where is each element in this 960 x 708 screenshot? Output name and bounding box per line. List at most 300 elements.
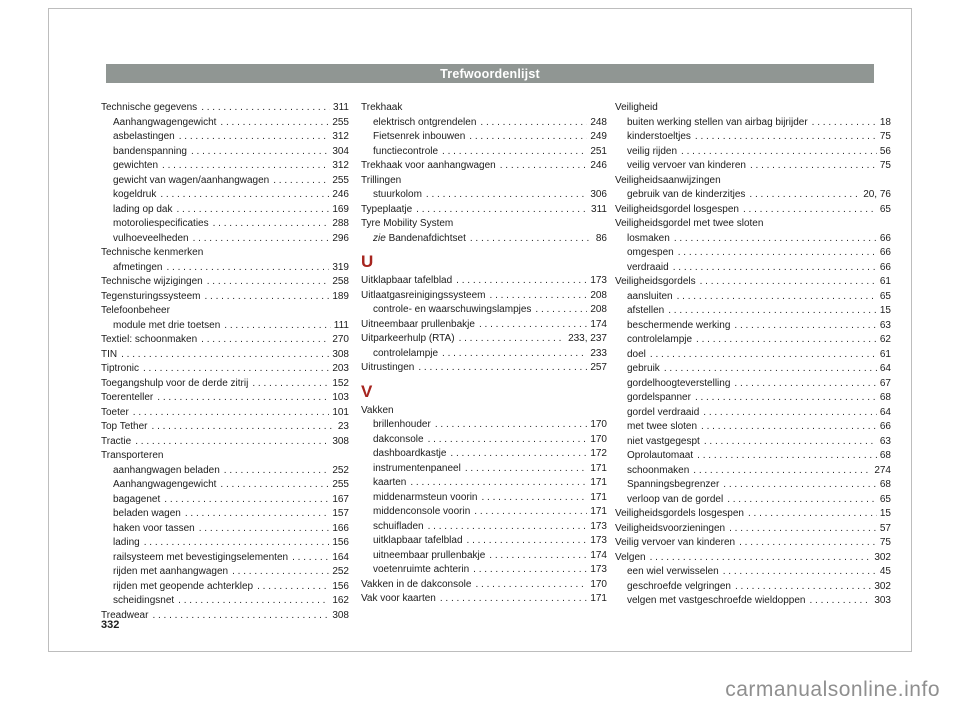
index-entry <box>361 145 607 160</box>
dot-leader <box>693 464 871 479</box>
index-column-1 <box>101 101 349 623</box>
index-entry-page: 173 <box>590 535 607 546</box>
dot-leader <box>201 101 330 116</box>
index-entry-label: vulhoeveelheden <box>113 232 189 244</box>
dot-leader <box>677 290 877 305</box>
index-entry-page: 303 <box>874 595 891 606</box>
dot-leader <box>440 592 587 607</box>
index-entry-label: dakconsole <box>373 433 424 445</box>
dot-leader <box>220 478 329 493</box>
index-entry-page: 233 <box>590 347 607 359</box>
index-entry <box>361 520 607 535</box>
index-entry-page: 173 <box>590 275 607 286</box>
index-entry-page: 251 <box>590 145 607 157</box>
index-entry-label: gordelhoogteverstelling <box>627 377 731 389</box>
index-entry-label: controlelampje <box>627 334 693 345</box>
index-entry <box>615 246 891 261</box>
index-entry-page: 248 <box>590 116 607 128</box>
index-entry-label: kaarten <box>373 477 407 488</box>
index-entry-label: asbelastingen <box>113 131 175 142</box>
index-entry-label: motoroliespecificaties <box>113 218 209 229</box>
index-entry-page: 166 <box>332 522 349 534</box>
index-entry-page: 75 <box>879 160 891 171</box>
page-frame <box>48 8 912 652</box>
index-entry <box>101 420 349 435</box>
index-entry-label: Veilig vervoer van kinderen <box>615 537 736 548</box>
dot-leader <box>201 333 329 348</box>
index-entry <box>101 609 349 624</box>
index-entry <box>361 188 607 203</box>
index-entry-label: kogeldruk <box>113 189 157 200</box>
dot-leader <box>723 565 877 580</box>
index-entry-label: Trekhaak <box>361 102 403 113</box>
index-entry-label: gebruik van de kinderzitjes <box>627 189 746 200</box>
dot-leader <box>133 406 330 421</box>
index-entry-page: 246 <box>332 189 349 200</box>
index-entry-label: Tiptronic <box>101 363 139 374</box>
index-entry-page: 62 <box>879 334 891 345</box>
index-entry <box>101 203 349 218</box>
index-entry-page: 296 <box>332 232 349 244</box>
index-entry-page: 246 <box>590 160 607 171</box>
index-entry-page: 173 <box>590 520 607 532</box>
dot-leader <box>144 536 330 551</box>
dot-leader <box>207 275 330 290</box>
index-entry <box>361 232 607 247</box>
index-entry-page: 312 <box>332 160 349 171</box>
index-entry-label: Veiligheidsaanwijzingen <box>615 174 721 186</box>
index-section-letter: U <box>361 252 374 271</box>
dot-leader <box>475 578 587 593</box>
index-entry <box>615 565 891 580</box>
index-entry <box>101 145 349 160</box>
index-entry <box>101 565 349 580</box>
index-entry <box>615 174 891 189</box>
index-entry-label <box>373 232 466 247</box>
dot-leader <box>418 361 587 376</box>
index-entry-page: 68 <box>879 479 891 490</box>
dot-leader <box>696 333 877 348</box>
index-entry-page: 66 <box>879 247 891 258</box>
dot-leader <box>416 203 588 218</box>
index-entry <box>615 522 891 537</box>
dot-leader <box>743 203 877 218</box>
index-entry-label: Veiligheidsgordel met twee sloten <box>615 218 764 229</box>
index-entry-label: bagagenet <box>113 493 161 505</box>
index-entry-label: Toeter <box>101 406 129 418</box>
index-entry-label: scheidingsnet <box>113 595 175 606</box>
index-entry-page: 61 <box>879 276 891 287</box>
index-entry-label: dashboardkastje <box>373 448 447 459</box>
index-entry <box>615 275 891 290</box>
index-entry-page: 169 <box>332 203 349 215</box>
index-entry-label: Uitrustingen <box>361 362 415 373</box>
index-entry-page: 255 <box>332 174 349 186</box>
index-entry-label: Technische wijzigingen <box>101 276 203 287</box>
index-entry <box>101 304 349 319</box>
index-entry <box>101 319 349 334</box>
dot-leader <box>668 304 877 319</box>
index-entry <box>615 232 891 247</box>
index-entry-label: Top Tether <box>101 421 148 432</box>
index-entry-label: buiten werking stellen van airbag bijrijder <box>627 116 808 128</box>
index-entry-label: Spanningsbegrenzer <box>627 479 720 490</box>
dot-leader <box>232 565 329 580</box>
index-entry-page: 170 <box>590 419 607 430</box>
dot-leader <box>459 332 566 347</box>
index-entry <box>361 217 607 232</box>
dot-leader <box>673 261 877 276</box>
page-header <box>106 64 874 83</box>
index-column-3 <box>615 101 891 609</box>
index-entry-page: 64 <box>879 406 891 418</box>
index-entry-page: 189 <box>332 290 349 302</box>
index-entry-page: 86 <box>595 232 607 244</box>
dot-leader <box>474 505 587 520</box>
index-entry <box>361 174 607 189</box>
dot-leader <box>152 420 335 435</box>
dot-leader <box>213 217 330 232</box>
dot-leader <box>191 145 329 160</box>
index-entry-page: 203 <box>332 363 349 374</box>
index-entry <box>361 159 607 174</box>
index-entry-label: TIN <box>101 348 118 360</box>
index-entry <box>361 592 607 607</box>
index-entry-page: 63 <box>879 435 891 447</box>
index-entry <box>615 362 891 377</box>
index-entry-label: Veiligheidsvoorzieningen <box>615 522 726 534</box>
index-entry-page: 302 <box>874 551 891 563</box>
index-entry-page: 252 <box>332 464 349 476</box>
index-entry <box>361 447 607 462</box>
index-entry <box>615 333 891 348</box>
index-entry-label: lading <box>113 537 140 548</box>
index-entry-label: gewichten <box>113 160 159 171</box>
index-entry <box>101 130 349 145</box>
index-entry-page: 170 <box>590 578 607 590</box>
dot-leader <box>729 522 877 537</box>
page-title: Trefwoordenlijst <box>440 66 540 81</box>
dot-leader <box>292 551 329 566</box>
index-entry <box>101 116 349 131</box>
index-entry-label: Toerenteller <box>101 392 154 403</box>
index-entry-label: aanhangwagen beladen <box>113 464 220 476</box>
index-entry-label: lading op dak <box>113 203 173 215</box>
index-entry-page: 75 <box>879 537 891 548</box>
index-entry <box>361 289 607 304</box>
dot-leader <box>697 449 877 464</box>
dot-leader <box>157 391 329 406</box>
index-entry <box>101 377 349 392</box>
index-entry <box>615 130 891 145</box>
index-entry <box>615 449 891 464</box>
dot-leader <box>179 130 330 145</box>
index-entry-page: 311 <box>333 102 349 113</box>
index-entry-page: 15 <box>879 508 891 519</box>
index-entry-page: 308 <box>332 435 349 447</box>
index-entry <box>101 217 349 232</box>
index-entry <box>615 594 891 609</box>
index-entry-label: uitklapbaar tafelblad <box>373 535 463 546</box>
index-entry <box>101 275 349 290</box>
index-entry <box>101 348 349 363</box>
index-entry <box>101 478 349 493</box>
index-entry-label: railsysteem met bevestigingselementen <box>113 551 289 563</box>
index-entry-label: Technische kenmerken <box>101 247 204 258</box>
index-entry-label: Trillingen <box>361 174 402 186</box>
index-entry-label: Velgen <box>615 551 646 563</box>
index-entry <box>361 491 607 506</box>
dot-leader <box>734 319 876 334</box>
index-entry <box>361 116 607 131</box>
dot-leader <box>435 418 587 433</box>
index-entry-label: instrumentenpaneel <box>373 462 461 474</box>
index-entry-page: 255 <box>332 116 349 128</box>
dot-leader <box>700 275 877 290</box>
index-entry-label: module met drie toetsen <box>113 319 221 331</box>
index-entry-label: Vak voor kaarten <box>361 593 436 604</box>
dot-leader <box>479 318 587 333</box>
dot-leader <box>482 491 588 506</box>
index-entry-label: Toegangshulp voor de derde zitrij <box>101 377 249 389</box>
index-entry <box>361 347 607 362</box>
index-entry-label: veilig rijden <box>627 145 678 157</box>
index-entry-label: Uitlaatgasreinigingssysteem <box>361 289 486 301</box>
index-entry-page: 156 <box>332 580 349 592</box>
index-entry <box>101 507 349 522</box>
index-entry <box>101 232 349 247</box>
index-entry <box>615 188 891 203</box>
dot-leader <box>164 493 329 508</box>
index-entry <box>101 362 349 377</box>
index-entry-label: gebruik <box>627 363 660 374</box>
index-entry-label: beschermende werking <box>627 319 731 331</box>
index-entry <box>101 188 349 203</box>
index-entry-label: Tegensturingssysteem <box>101 290 201 302</box>
index-entry-label: schuifladen <box>373 520 424 532</box>
index-entry <box>361 203 607 218</box>
index-entry-page: 15 <box>879 305 891 316</box>
index-entry-label: Fietsenrek inbouwen <box>373 131 466 142</box>
index-entry-page: 171 <box>590 506 607 517</box>
index-entry-page: 319 <box>332 261 349 273</box>
dot-leader <box>135 435 329 450</box>
index-entry-page: 308 <box>332 609 349 621</box>
index-entry-label: Tyre Mobility System <box>361 218 454 229</box>
index-entry-page: 208 <box>590 289 607 301</box>
index-entry <box>361 418 607 433</box>
index-entry <box>361 476 607 491</box>
index-entry <box>615 101 891 116</box>
index-entry <box>361 578 607 593</box>
dot-leader <box>664 362 877 377</box>
index-entry-label: afmetingen <box>113 261 163 273</box>
index-entry-label: rijden met aanhangwagen <box>113 566 229 577</box>
index-entry <box>101 391 349 406</box>
page-number: 332 <box>101 619 120 631</box>
index-entry-page: 66 <box>879 261 891 273</box>
index-entry-page: 174 <box>590 318 607 330</box>
index-entry <box>101 406 349 421</box>
index-entry-label: Vakken in de dakconsole <box>361 578 472 590</box>
index-entry-page: 68 <box>879 450 891 461</box>
index-entry <box>101 551 349 566</box>
index-entry-page: 288 <box>332 218 349 229</box>
dot-leader <box>734 377 876 392</box>
dot-leader <box>428 433 588 448</box>
index-entry-page: 101 <box>332 406 349 418</box>
index-entry-page: 306 <box>590 189 607 200</box>
dot-leader <box>704 435 877 450</box>
index-entry-page: 172 <box>590 448 607 459</box>
index-entry <box>361 361 607 376</box>
index-entry-page: 162 <box>332 595 349 606</box>
dot-leader <box>470 232 593 247</box>
dot-leader <box>695 130 877 145</box>
index-entry <box>101 435 349 450</box>
index-entry-page: 171 <box>590 462 607 474</box>
index-entry-label: middenconsole voorin <box>373 506 471 517</box>
index-entry <box>361 303 607 318</box>
index-entry <box>615 507 891 522</box>
index-entry-page: 64 <box>879 363 891 374</box>
dot-leader <box>739 536 877 551</box>
index-entry <box>361 318 607 333</box>
dot-leader <box>703 406 877 421</box>
index-entry <box>615 348 891 363</box>
dot-leader <box>650 551 872 566</box>
index-entry <box>101 493 349 508</box>
index-entry-page: 56 <box>879 145 891 157</box>
index-entry-page: 156 <box>332 537 349 548</box>
index-entry-page: 68 <box>879 392 891 403</box>
index-entry <box>361 332 607 347</box>
dot-leader <box>199 522 330 537</box>
dot-leader <box>121 348 329 363</box>
index-entry <box>615 420 891 435</box>
index-entry-page: 111 <box>333 319 349 331</box>
index-entry-label: gordel verdraaid <box>627 406 700 418</box>
index-entry <box>615 217 891 232</box>
dot-leader <box>160 188 329 203</box>
index-entry <box>361 549 607 564</box>
index-entry-label: met twee sloten <box>627 421 698 432</box>
index-entry-label: Vakken <box>361 404 394 416</box>
index-entry-label: bandenspanning <box>113 145 187 157</box>
index-entry-page: 45 <box>879 566 891 577</box>
index-entry-label: omgespen <box>627 247 674 258</box>
index-entry-page: 171 <box>590 593 607 604</box>
dot-leader <box>748 507 877 522</box>
index-entry-page: 255 <box>332 479 349 490</box>
index-entry-label: kinderstoeltjes <box>627 131 691 142</box>
index-entry-page: 66 <box>879 421 891 432</box>
dot-leader <box>480 116 587 131</box>
index-entry-page: 173 <box>590 564 607 575</box>
index-entry-label: beladen wagen <box>113 508 181 519</box>
index-entry-label: doel <box>627 348 646 360</box>
index-entry <box>101 159 349 174</box>
index-entry <box>615 536 891 551</box>
see-reference-prefix: zie <box>373 232 386 244</box>
dot-leader <box>469 130 587 145</box>
index-entry-page: 249 <box>590 131 607 142</box>
dot-leader <box>410 476 587 491</box>
index-entry <box>361 505 607 520</box>
index-entry <box>101 333 349 348</box>
index-entry <box>361 101 607 116</box>
dot-leader <box>450 447 587 462</box>
index-entry-label: schoonmaken <box>627 464 690 476</box>
index-entry-label: verdraaid <box>627 261 669 273</box>
dot-leader <box>681 145 877 160</box>
index-entry <box>101 101 349 116</box>
index-entry <box>615 377 891 392</box>
index-column-2 <box>361 101 607 607</box>
index-entry <box>615 116 891 131</box>
dot-leader <box>143 362 329 377</box>
index-entry-page: 302 <box>874 580 891 592</box>
dot-leader <box>500 159 588 174</box>
index-entry <box>361 404 607 419</box>
dot-leader <box>162 159 329 174</box>
index-entry-label: Veiligheidsgordels <box>615 276 696 287</box>
dot-leader <box>490 289 588 304</box>
watermark: carmanualsonline.info <box>725 678 940 701</box>
index-entry <box>615 464 891 479</box>
index-section-letter: V <box>361 381 373 401</box>
index-entry-label: Veiligheid <box>615 102 658 113</box>
index-entry-label: Uitklapbaar tafelblad <box>361 275 453 286</box>
dot-leader <box>193 232 330 247</box>
index-entry-label: gewicht van wagen/aanhangwagen <box>113 174 270 186</box>
index-entry <box>101 536 349 551</box>
index-entry-page: 18 <box>879 116 891 128</box>
index-entry <box>101 449 349 464</box>
index-entry-label: Uitneembaar prullenbakje <box>361 318 475 330</box>
index-entry-label: voetenruimte achterin <box>373 564 470 575</box>
dot-leader <box>252 377 329 392</box>
index-entry-label: controle- en waarschuwingslampjes <box>373 304 532 315</box>
index-entry-label: Oprolautomaat <box>627 450 694 461</box>
index-entry-page: 174 <box>590 549 607 561</box>
index-entry-label: veilig vervoer van kinderen <box>627 160 746 171</box>
index-entry-label: controlelampje <box>373 347 439 359</box>
index-entry-page: 167 <box>332 493 349 505</box>
index-entry-label: stuurkolom <box>373 189 422 200</box>
dot-leader <box>674 232 877 247</box>
dot-leader <box>177 203 330 218</box>
index-entry-page: 65 <box>879 290 891 302</box>
index-entry-label: een wiel verwisselen <box>627 566 719 577</box>
index-entry-page: 252 <box>332 566 349 577</box>
index-entry-label: middenarmsteun voorin <box>373 491 478 503</box>
index-entry-label: Technische gegevens <box>101 102 198 113</box>
index-entry <box>615 391 891 406</box>
index-entry-page: 312 <box>332 131 349 142</box>
index-entry-page: 66 <box>879 232 891 244</box>
index-entry-page: 311 <box>591 203 607 215</box>
index-entry-label: Transporteren <box>101 450 164 461</box>
index-entry <box>361 274 607 289</box>
index-entry <box>615 406 891 421</box>
index-entry <box>361 534 607 549</box>
dot-leader <box>695 391 877 406</box>
index-entry <box>101 174 349 189</box>
index-entry-label: Veiligheidsgordel losgespen <box>615 203 739 215</box>
index-entry-page: 170 <box>590 433 607 445</box>
index-entry <box>101 290 349 305</box>
